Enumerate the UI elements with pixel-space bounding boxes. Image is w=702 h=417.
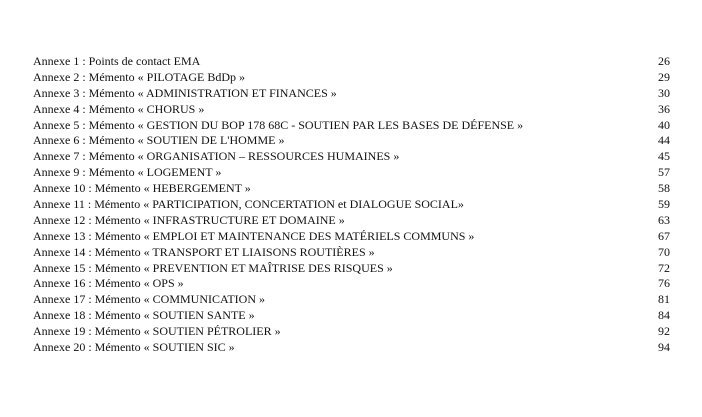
- toc-entry-label: Annexe 13 : Mémento « EMPLOI ET MAINTENANCE DES MATÉRIELS COMMUNS »: [33, 228, 475, 243]
- toc-entry-annexe-9[interactable]: [33, 165, 670, 181]
- toc-entry-page-number: 40: [658, 117, 670, 132]
- toc-entry-page-number: 29: [658, 69, 670, 84]
- toc-entry-label: Annexe 7 : Mémento « ORGANISATION – RESSOURCES HUMAINES »: [33, 149, 400, 164]
- toc-entry-label: Annexe 18 : Mémento « SOUTIEN SANTE »: [33, 308, 255, 323]
- toc-entry-label: Annexe 16 : Mémento « OPS »: [33, 276, 184, 291]
- toc-entry-label: Annexe 19 : Mémento « SOUTIEN PÉTROLIER »: [33, 324, 281, 339]
- toc-entry-page-number: 81: [658, 292, 670, 307]
- toc-entry-label: Annexe 4 : Mémento « CHORUS »: [33, 101, 205, 116]
- toc-entry-page-number: 67: [658, 228, 670, 243]
- toc-entry-label: Annexe 10 : Mémento « HEBERGEMENT »: [33, 181, 251, 196]
- toc-entry-page-number: 63: [658, 212, 670, 227]
- toc-entry-label: Annexe 3 : Mémento « ADMINISTRATION ET FINANCES »: [33, 85, 337, 100]
- toc-entry-label: Annexe 20 : Mémento « SOUTIEN SIC »: [33, 340, 235, 355]
- toc-entry-page-number: 30: [658, 85, 670, 100]
- toc-entry-label: Annexe 2 : Mémento « PILOTAGE BdDp »: [33, 69, 246, 84]
- toc-entry-annexe-6[interactable]: [33, 133, 670, 149]
- toc-entry-annexe-10[interactable]: [33, 181, 670, 197]
- toc-entry-page-number: 76: [658, 276, 670, 291]
- toc-entry-page-number: 26: [658, 54, 670, 68]
- toc-entry-annexe-14[interactable]: [33, 245, 670, 261]
- toc-entry-page-number: 59: [658, 197, 670, 212]
- toc-entry-annexe-11[interactable]: [33, 197, 670, 213]
- toc-entry-annexe-4[interactable]: [33, 102, 670, 118]
- toc-entry-annexe-5[interactable]: [33, 118, 670, 134]
- toc-entry-annexe-20[interactable]: [33, 340, 670, 356]
- toc-entry-annexe-15[interactable]: [33, 261, 670, 277]
- toc-entry-page-number: 94: [658, 340, 670, 355]
- toc-entry-page-number: 44: [658, 133, 670, 148]
- toc-entry-annexe-13[interactable]: [33, 229, 670, 245]
- toc-entry-annexe-12[interactable]: [33, 213, 670, 229]
- toc-entry-annexe-16[interactable]: [33, 276, 670, 292]
- toc-entry-page-number: 72: [658, 260, 670, 275]
- toc-entry-page-number: 70: [658, 244, 670, 259]
- toc-entry-page-number: 92: [658, 324, 670, 339]
- toc-entry-page-number: 84: [658, 308, 670, 323]
- toc-entry-label: Annexe 14 : Mémento « TRANSPORT ET LIAISONS ROUTIÈRES »: [33, 244, 375, 259]
- table-of-contents: [33, 54, 670, 356]
- toc-entry-annexe-3[interactable]: [33, 86, 670, 102]
- toc-entry-annexe-7[interactable]: [33, 149, 670, 165]
- toc-entry-page-number: 36: [658, 101, 670, 116]
- toc-entry-annexe-2[interactable]: [33, 70, 670, 86]
- toc-entry-label: Annexe 17 : Mémento « COMMUNICATION »: [33, 292, 265, 307]
- toc-entry-page-number: 57: [658, 165, 670, 180]
- toc-entry-annexe-17[interactable]: [33, 292, 670, 308]
- toc-entry-annexe-1[interactable]: [33, 54, 670, 70]
- toc-entry-label: Annexe 1 : Points de contact EMA: [33, 54, 201, 68]
- toc-entry-label: Annexe 12 : Mémento « INFRASTRUCTURE ET DOMAINE »: [33, 212, 345, 227]
- toc-entry-page-number: 45: [658, 149, 670, 164]
- toc-entry-annexe-18[interactable]: [33, 308, 670, 324]
- toc-entry-label: Annexe 6 : Mémento « SOUTIEN DE L'HOMME »: [33, 133, 285, 148]
- toc-entry-annexe-19[interactable]: [33, 324, 670, 340]
- toc-entry-page-number: 58: [658, 181, 670, 196]
- toc-entry-label: Annexe 15 : Mémento « PREVENTION ET MAÎTRISE DES RISQUES »: [33, 260, 393, 275]
- toc-entry-label: Annexe 11 : Mémento « PARTICIPATION, CONCERTATION et DIALOGUE SOCIAL»: [33, 197, 464, 212]
- toc-entry-label: Annexe 5 : Mémento « GESTION DU BOP 178 68C - SOUTIEN PAR LES BASES DE DÉFENSE »: [33, 117, 524, 132]
- toc-entry-label: Annexe 9 : Mémento « LOGEMENT »: [33, 165, 222, 180]
